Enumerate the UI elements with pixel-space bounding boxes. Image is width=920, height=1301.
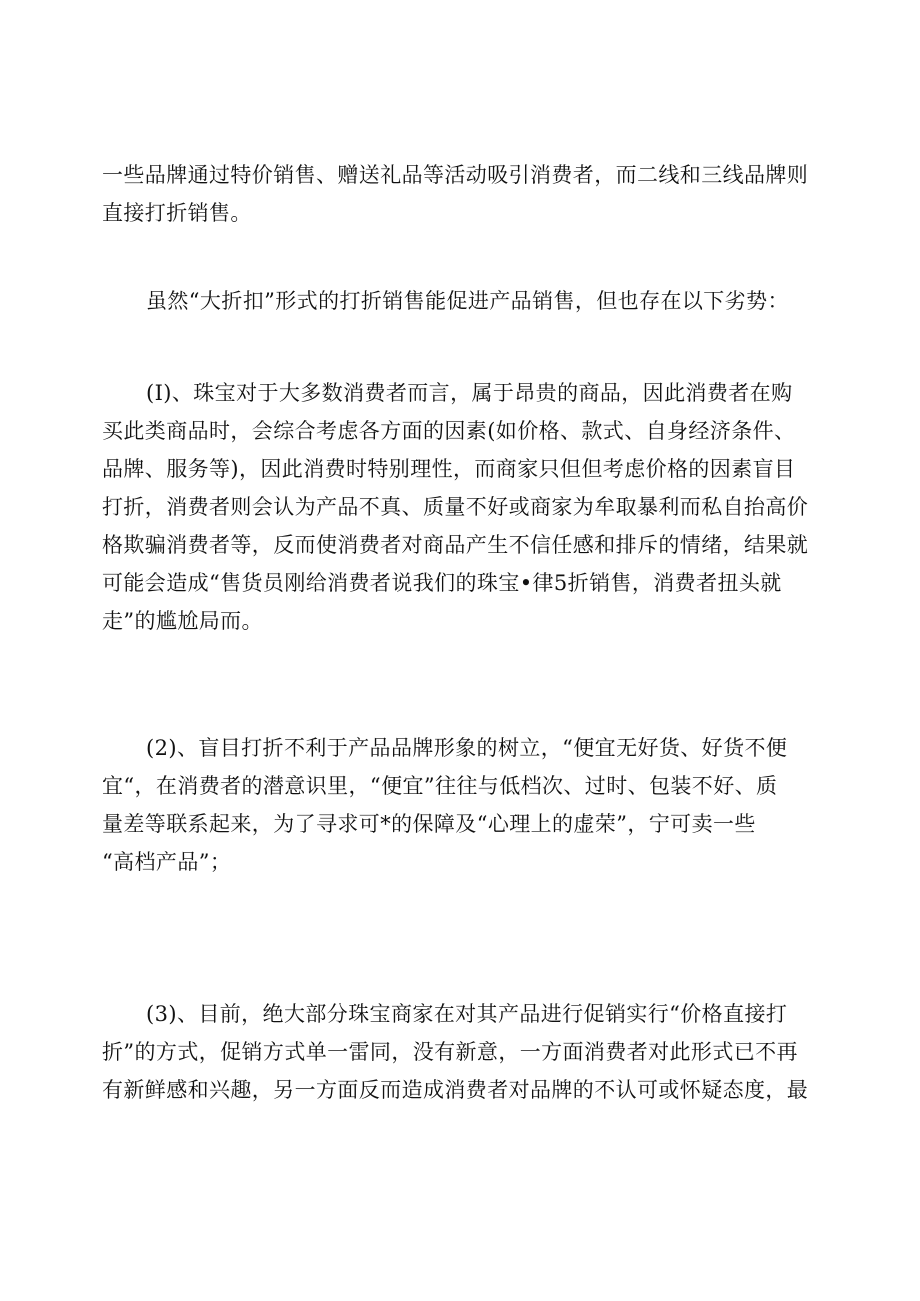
text-line: (2)、盲目打折不利于产品品牌形象的树立，“便宜无好货、好货不便: [146, 736, 788, 760]
text-line: “高档产品”；: [102, 850, 232, 874]
text-line: 量差等联系起来，为了寻求可*的保障及“心理上的虚荣”，宁可卖一些: [102, 812, 756, 836]
text-line: 宜“，在消费者的潜意识里，“便宜”往往与低档次、过时、包装不好、质: [102, 774, 778, 798]
text-line: 折”的方式，促销方式单一雷同，没有新意，一方面消费者对此形式已不再: [102, 1040, 798, 1064]
text-line: 直接打折销售。: [102, 201, 252, 225]
text-line: 格欺骗消费者等，反而使消费者对商品产生不信任感和排斥的情绪，结果就: [102, 533, 809, 557]
text-line: (3)、目前，绝大部分珠宝商家在对其产品进行促销实行“价格直接打: [146, 1002, 788, 1026]
paragraph-2: [102, 282, 818, 320]
text-line: 可能会造成“售货员刚给消费者说我们的珠宝•律5折销售，消费者扭头就: [102, 571, 782, 595]
text-line: 打折，消费者则会认为产品不真、质量不好或商家为牟取暴利而私自抬高价: [102, 495, 809, 519]
text-line: 走”的尴尬局而。: [102, 609, 263, 633]
text-line: 虽然“大折扣”形式的打折销售能促进产品销售，但也存在以下劣势：: [146, 289, 789, 313]
paragraph-5: [102, 995, 818, 1109]
text-line: 一些品牌通过特价销售、赠送礼品等活动吸引消费者，而二线和三线品牌则: [102, 163, 809, 187]
text-line: (I)、珠宝对于大多数消费者而言，属于昂贵的商品，因此消费者在购: [146, 381, 793, 405]
paragraph-1: [102, 156, 818, 232]
text-line: 品牌、服务等)，因此消费时特别理性，而商家只但但考虑价格的因素盲目: [102, 457, 796, 481]
text-line: 买此类商品时，会综合考虑各方面的因素(如价格、款式、自身经济条件、: [102, 419, 796, 443]
paragraph-4: [102, 729, 818, 881]
text-line: 有新鲜感和兴趣，另一方面反而造成消费者对品牌的不认可或怀疑态度，最: [102, 1078, 809, 1102]
paragraph-3: [102, 374, 818, 640]
